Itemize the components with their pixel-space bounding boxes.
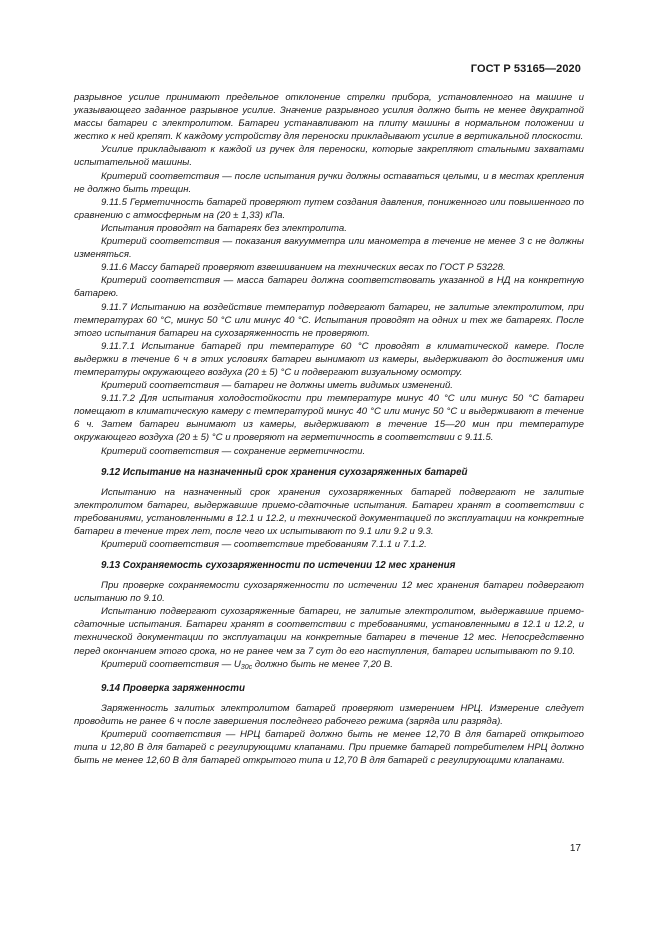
- criterion-paragraph: [74, 658, 584, 674]
- page-number: 17: [569, 843, 581, 854]
- paragraph: разрывное усилие принимают предельное отклонение стрелки прибора, установленного на машине и указывающего заданное разрывное усилие. Значение разрывного усилия должно быть не менее двукратной массы батареи с электролитом. Батареи устанавливают на плиту машины в нормальном положении и жестко к ней крепят. К каждому устройству для переноски прикладывают усилие в вертикальной плоскости.: [74, 92, 584, 143]
- section-heading-9-13: 9.13 Сохраняемость сухозаряженности по истечении 12 мес хранения: [101, 560, 456, 572]
- paragraph: Критерий соответствия — НРЦ батарей должно быть не менее 12,70 В для батарей открытого типа и 12,80 В для батарей с регулирующими клапанами. При приемке батарей потребителем НРЦ должно быть не менее 12,60 В для батарей открытого типа и 12,70 В для батарей с регулирующими клапанами.: [74, 728, 584, 767]
- page-header: ГОСТ Р 53165—2020: [470, 63, 581, 75]
- section-heading-9-14: 9.14 Проверка заряженности: [101, 682, 245, 694]
- paragraph: Заряженность залитых электролитом батарей проверяют измерением НРЦ. Измерение следует проводить не ранее 6 ч после завершения последнего рабочего режима (заряда или разряда).: [74, 702, 584, 727]
- criterion-suffix: должно быть не менее 7,20 В.: [252, 658, 393, 670]
- paragraph: 9.11.7 Испытанию на воздействие температур подвергают батареи, не залитые электролитом, при температурах 60 °С, минус 50 °С или минус 40 °С. Испытания проводят на одних и тех же батареях. После этого испытания батареи на сухозаряженность не проверяют.: [74, 301, 584, 339]
- criterion-subscript: 30с: [240, 663, 253, 671]
- paragraph: Критерий соответствия — масса батареи должна соответствовать указанной в НД на конкретную батарею.: [74, 275, 584, 300]
- paragraph: Критерий соответствия — показания вакуумметра или манометра в течение не менее 3 с не должны изменяться.: [74, 236, 584, 261]
- paragraph: 9.11.6 Массу батарей проверяют взвешиванием на технических весах по ГОСТ Р 53228.: [101, 262, 506, 274]
- paragraph: Испытанию подвергают сухозаряженные батареи, не залитые электролитом, выдержавшие приемо-сдаточные испытания. Батареи хранят в соответствии с требованиями, установленными в 12.1 и 12.2, и технической документации по эксплуатации на конкретные батареи в течение 12 мес. Непосредственно перед окончанием этого срока, но не ранее чем за 7 сут до его наступления, батареи испытывают по 9.10.: [74, 606, 584, 657]
- paragraph: Усилие прикладывают к каждой из ручек для переноски, которые закрепляют стальными захватами испытательной машины.: [74, 144, 584, 169]
- paragraph: Критерий соответствия — соответствие требованиям 7.1.1 и 7.1.2.: [101, 539, 427, 550]
- paragraph: Испытанию на назначенный срок хранения сухозаряженных батарей подвергают не залитые электролитом батареи, выдержавшие приемо-сдаточные испытания. Батареи хранят в соответствии с требованиями, установленными в 12.1 и 12.2, и технической документацией по эксплуатации на конкретные батареи в течение трех лет, после чего их испытывают по 9.1 или 9.2 и 9.3.: [74, 486, 584, 537]
- paragraph: Критерий соответствия — после испытания ручки должны оставаться целыми, и в местах крепления не должно быть трещин.: [74, 170, 584, 195]
- paragraph: 9.11.5 Герметичность батарей проверяют путем создания давления, пониженного или повышенного по сравнению с атмосферным на (20 ± 1,33) кПа.: [74, 196, 584, 221]
- paragraph: Критерий соответствия — батареи не должны иметь видимых изменений.: [101, 380, 453, 392]
- paragraph: 9.11.7.1 Испытание батарей при температуре 60 °С проводят в климатической камере. После выдержки в течение 6 ч в этих условиях батареи вынимают из камеры, выдерживают до достижения ими температуры окружающего воздуха (20 ± 5) °С и подвергают визуальному осмотру.: [74, 340, 584, 378]
- paragraph: Критерий соответствия — сохранение герметичности.: [101, 445, 366, 457]
- criterion-prefix: Критерий соответствия — U: [101, 658, 241, 670]
- paragraph: Испытания проводят на батареях без электролита.: [101, 222, 347, 234]
- paragraph: При проверке сохраняемости сухозаряженности по истечении 12 мес хранения батареи подвергают испытанию по 9.10.: [74, 580, 584, 605]
- document-body: [74, 91, 584, 767]
- section-heading-9-12: 9.12 Испытание на назначенный срок хранения сухозаряженных батарей: [101, 466, 468, 478]
- paragraph: 9.11.7.2 Для испытания холодостойкости при температуре минус 40 °С или минус 50 °С батареи помещают в климатическую камеру с температурой минус 40 °С или минус 50 °С и выдерживают в течение 6 ч. Затем батареи вынимают из камеры, выдерживают в течение 15—20 мин при температуре окружающего воздуха (20 ± 5) °С и проверяют на герметичность в соответствии с 9.11.5.: [74, 393, 584, 444]
